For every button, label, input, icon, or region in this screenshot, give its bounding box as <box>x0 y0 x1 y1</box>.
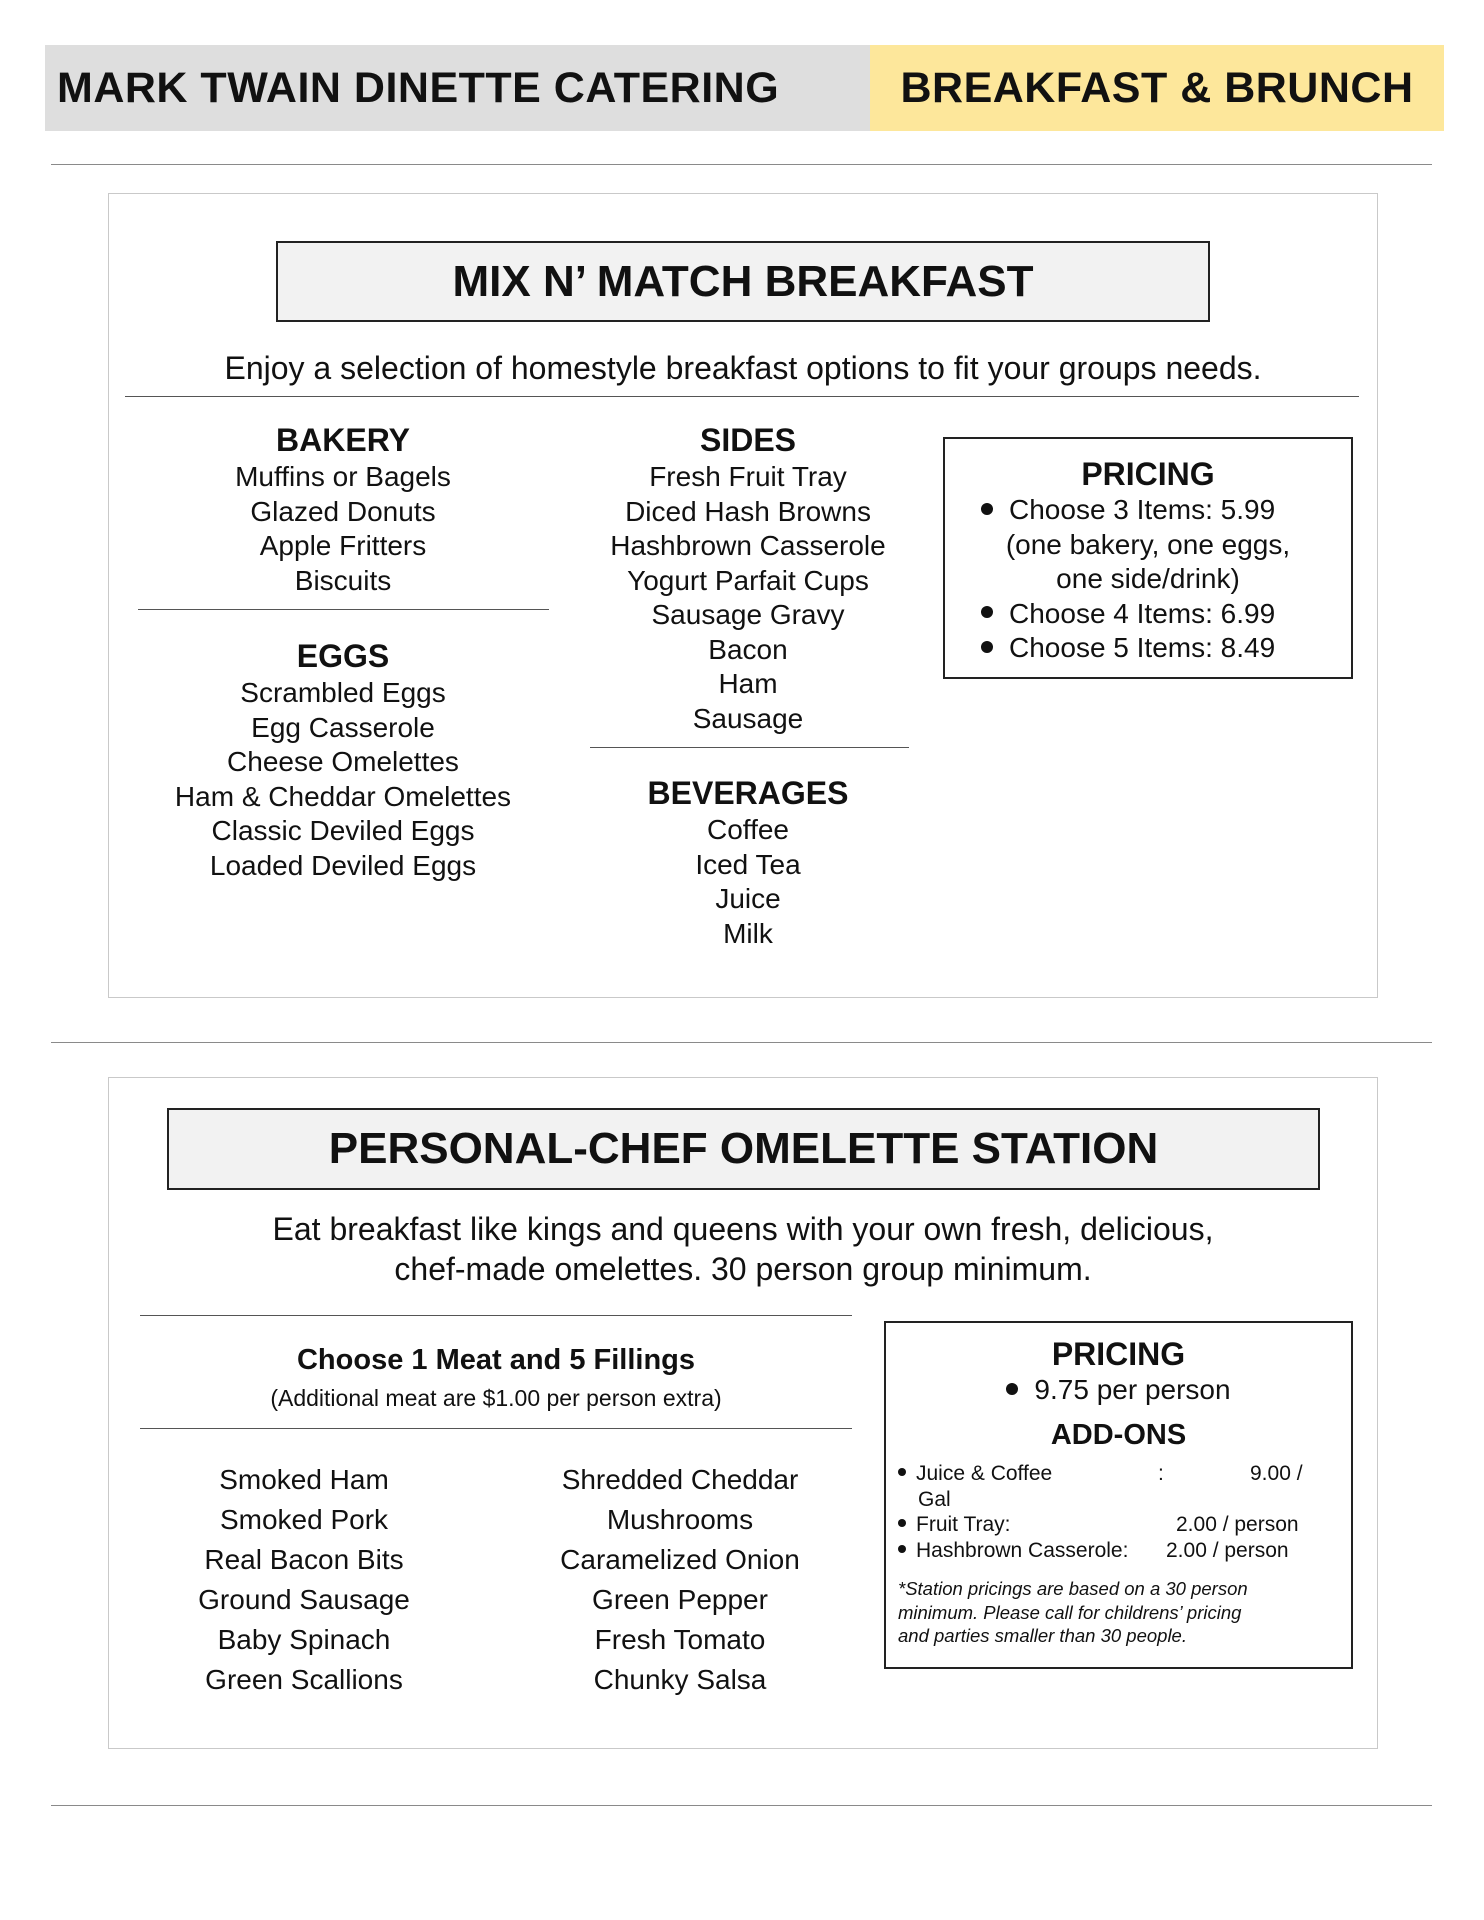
list-item: Shredded Cheddar <box>561 1464 799 1495</box>
eggs-column <box>128 636 558 883</box>
list-item: Diced Hash Browns <box>625 495 871 527</box>
omelette-title: PERSONAL-CHEF OMELETTE STATION <box>167 1108 1320 1190</box>
pricing-option-note: (one bakery, one eggs, <box>1005 528 1291 560</box>
omelette-pricing-box <box>884 1321 1353 1669</box>
pricing-option: Choose 4 Items: 6.99 <box>981 597 1351 632</box>
footer-divider <box>51 1805 1432 1806</box>
addon-item-wrap: Gal <box>918 1487 951 1511</box>
list-item: Milk <box>723 917 773 949</box>
list-item: Green Scallions <box>205 1664 403 1695</box>
bullet-icon <box>981 641 993 653</box>
addons-heading: ADD-ONS <box>1050 1418 1187 1451</box>
bullet-icon <box>898 1468 906 1476</box>
list-item: Bacon <box>708 633 788 665</box>
list-item: Fresh Fruit Tray <box>649 461 847 492</box>
pricing-heading: PRICING <box>1051 1336 1186 1372</box>
addon-item: Fruit Tray: 2.00 / person <box>898 1512 1338 1538</box>
bullet-icon <box>898 1545 906 1553</box>
header-section-title: BREAKFAST & BRUNCH <box>870 45 1444 131</box>
list-item: Smoked Pork <box>219 1504 389 1535</box>
pricing-note: minimum. Please call for childrens’ pricing <box>898 1601 1242 1623</box>
eggs-heading: EGGS <box>296 638 390 674</box>
bullet-icon <box>981 606 993 618</box>
list-item: Sausage Gravy <box>651 599 845 630</box>
pricing-option: Choose 5 Items: 8.49 <box>981 631 1351 666</box>
beverages-heading: BEVERAGES <box>647 775 849 811</box>
omelette-intro <box>110 1209 1376 1289</box>
pricing-option-note: one side/drink) <box>1056 563 1240 594</box>
list-item: Yogurt Parfait Cups <box>627 564 869 596</box>
list-item: Hashbrown Casserole <box>610 530 886 561</box>
header-catering-title: MARK TWAIN DINETTE CATERING <box>45 45 870 131</box>
list-item: Ham & Cheddar Omelettes <box>174 780 512 812</box>
header-divider <box>51 164 1432 165</box>
bakery-heading: BAKERY <box>276 422 410 458</box>
bakery-divider <box>138 609 549 610</box>
list-item: Green Pepper <box>592 1584 768 1615</box>
list-item: Chunky Salsa <box>593 1664 767 1695</box>
choose-subheading: (Additional meat are $1.00 per person extra) <box>270 1385 722 1411</box>
list-item: Biscuits <box>294 564 392 596</box>
list-item: Apple Fritters <box>259 530 427 561</box>
pricing-heading: PRICING <box>1081 456 1215 492</box>
section-divider <box>51 1042 1432 1043</box>
list-item: Caramelized Onion <box>560 1544 800 1575</box>
choose-heading: Choose 1 Meat and 5 Fillings <box>296 1344 695 1376</box>
bullet-icon <box>1006 1383 1018 1395</box>
list-item: Scrambled Eggs <box>240 677 446 708</box>
addon-item: Juice & Coffee : 9.00 / <box>898 1461 1338 1487</box>
list-item: Smoked Ham <box>219 1464 389 1495</box>
addon-item: Hashbrown Casserole: 2.00 / person <box>898 1538 1338 1564</box>
fillings-column <box>520 1460 840 1700</box>
sides-divider <box>590 747 909 748</box>
list-item: Egg Casserole <box>251 711 435 743</box>
list-item: Real Bacon Bits <box>204 1544 404 1575</box>
sides-heading: SIDES <box>699 422 797 458</box>
mix-match-intro: Enjoy a selection of homestyle breakfast options to fit your groups needs. <box>224 350 1262 386</box>
list-item: Ham <box>718 668 778 699</box>
list-item: Fresh Tomato <box>594 1624 766 1655</box>
mix-match-title: MIX N’ MATCH BREAKFAST <box>276 241 1210 322</box>
omelette-intro-line: Eat breakfast like kings and queens with your own fresh, delicious, <box>272 1211 1214 1247</box>
list-item: Classic Deviled Eggs <box>211 815 475 846</box>
list-item: Sausage <box>692 702 804 734</box>
bullet-icon <box>898 1519 906 1527</box>
list-item: Cheese Omelettes <box>227 746 459 777</box>
mix-match-pricing-box <box>943 437 1353 679</box>
pricing-option: Choose 3 Items: 5.99 <box>981 493 1351 528</box>
list-item: Juice <box>715 883 781 914</box>
addons-list <box>898 1461 1338 1648</box>
bullet-icon <box>981 503 993 515</box>
pricing-note: *Station pricings are based on a 30 person <box>898 1578 1248 1599</box>
meats-column <box>144 1460 464 1700</box>
list-item: Coffee <box>707 814 789 845</box>
pricing-note: and parties smaller than 30 people. <box>898 1625 1187 1646</box>
bakery-column <box>138 420 548 598</box>
pricing-option: 9.75 per person <box>886 1373 1351 1408</box>
mix-match-intro-divider <box>125 396 1359 397</box>
list-item: Ground Sausage <box>198 1584 410 1615</box>
beverages-column <box>588 773 908 951</box>
choose-divider <box>140 1428 852 1429</box>
sides-column <box>588 420 908 736</box>
list-item: Baby Spinach <box>217 1624 391 1655</box>
list-item: Loaded Deviled Eggs <box>209 849 477 881</box>
omelette-intro-line: chef-made omelettes. 30 person group minimum. <box>394 1251 1092 1287</box>
list-item: Mushrooms <box>606 1504 754 1535</box>
list-item: Muffins or Bagels <box>235 461 451 492</box>
omelette-intro-divider <box>140 1315 852 1316</box>
list-item: Glazed Donuts <box>250 495 436 527</box>
list-item: Iced Tea <box>695 848 801 880</box>
